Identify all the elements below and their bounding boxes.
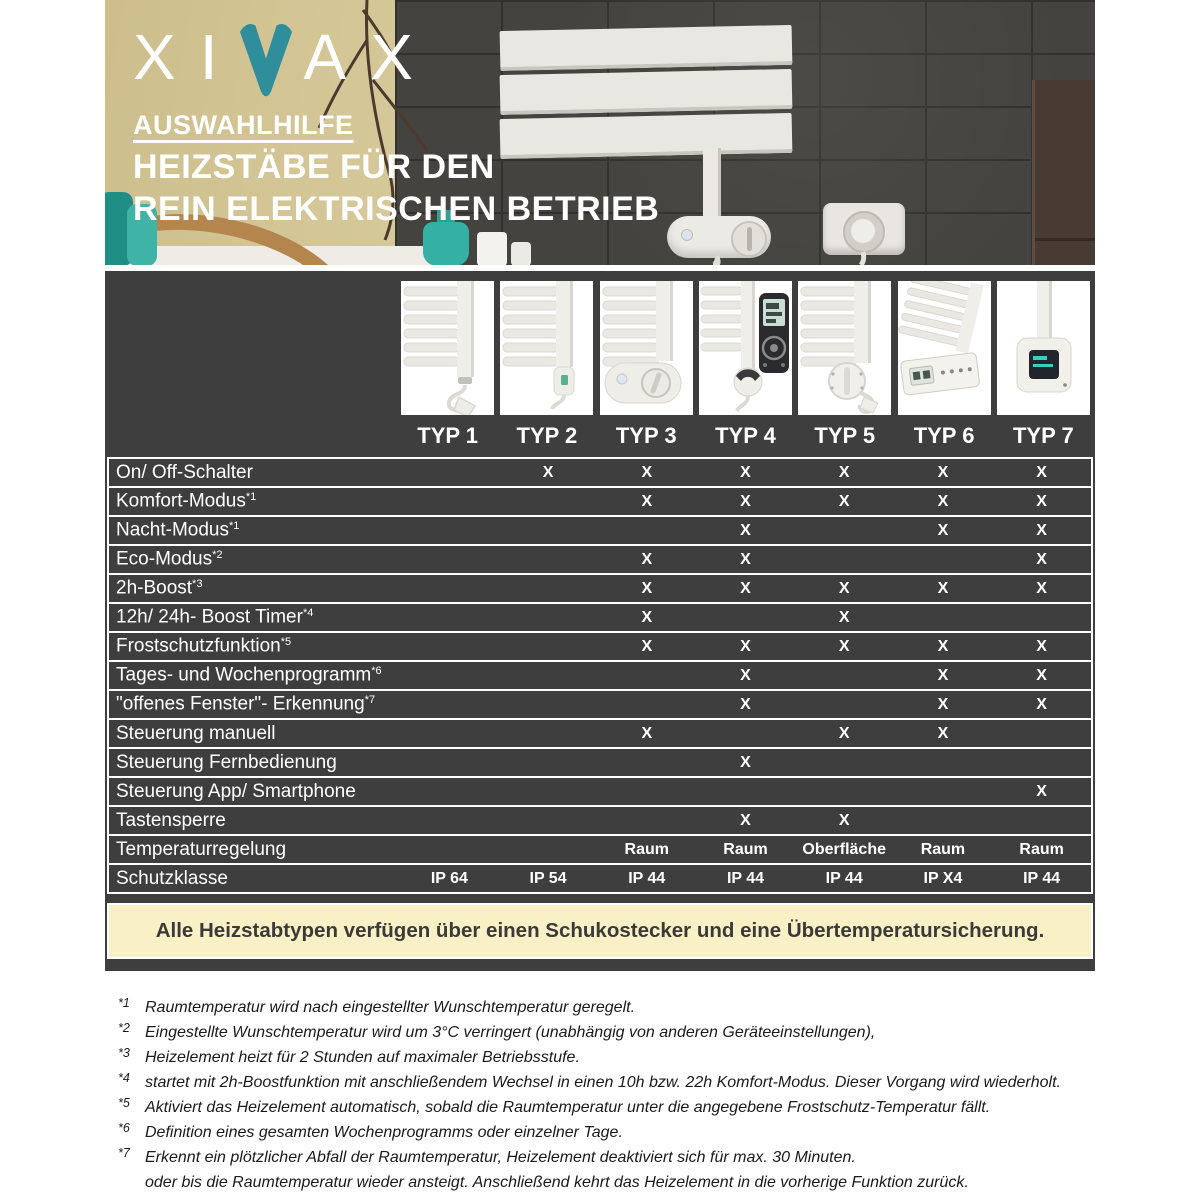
feature-cell: X [740,492,751,510]
feature-cell: X [937,579,949,597]
type-column-header-4: TYP 4 [715,423,776,448]
feature-cell: Raum [920,840,966,858]
footnote-line [118,1071,1095,1092]
feature-label: Steuerung manuell [116,722,276,744]
footnote-text: startet mit 2h-Boostfunktion mit anschließendem Wechsel in einen 10h bzw. 22h Komfort-Modus. Dieser Vorgang wird wiederholt. [145,1074,1061,1091]
feature-cell: Raum [624,840,669,858]
feature-cell: X [641,463,653,481]
feature-cell: X [838,463,850,481]
type-column-header-1: TYP 1 [417,423,479,448]
feature-label: Temperaturregelung [116,838,287,860]
feature-cell: X [1036,782,1047,800]
white-vase [511,242,531,265]
feature-cell: X [542,463,554,481]
feature-cell: X [1036,521,1047,539]
footnote-marker: *3 [118,1046,130,1060]
feature-cell: Oberfläche [802,840,886,858]
feature-label: Steuerung Fernbedienung [116,751,337,773]
feature-row [109,459,1091,488]
feature-row [109,488,1091,517]
feature-cell: X [937,695,949,713]
footnote-line [118,1096,1095,1117]
feature-row [109,633,1091,662]
logo-m-icon [235,18,297,102]
type-column-header-6: TYP 6 [913,423,975,448]
feature-cell: IP 44 [825,869,863,887]
feature-row [109,836,1091,865]
feature-label: Steuerung App/ Smartphone [116,780,356,802]
feature-row [109,575,1091,604]
feature-cell: X [740,753,751,771]
feature-cell: X [937,521,949,539]
note-banner-text: Alle Heizstabtypen verfügen über einen Schukostecker und eine Übertemperatursicherung. [155,919,1045,942]
feature-cell: IP 44 [726,869,765,887]
feature-label: Nacht-Modus$^{*1}$ [116,519,240,541]
product-photo-typ-1 [401,281,494,415]
footnote-line [118,996,1095,1017]
footnote-marker: *6 [118,1121,130,1135]
feature-cell: X [641,579,653,597]
feature-label: On/ Off-Schalter [116,461,253,483]
feature-cell: X [1036,550,1047,568]
footnote-marker: *5 [118,1096,130,1110]
feature-cell: X [740,521,751,539]
feature-row [109,749,1091,778]
footnote-marker: *4 [118,1071,130,1085]
feature-table [107,457,1093,894]
products-row [398,281,1093,415]
hero-banner [105,0,1095,265]
feature-cell: X [740,637,751,655]
feature-row [109,604,1091,633]
feature-cell: IP 64 [430,869,468,887]
feature-cell: X [1036,492,1047,510]
hero-title-line1: HEIZSTÄBE FÜR DEN [133,148,495,186]
feature-cell: X [838,811,850,829]
feature-cell: X [838,579,850,597]
footnote-text: oder bis die Raumtemperatur wieder ansteigt. Anschließend kehrt das Heizelement in die vorherige Funktion zurück. [145,1174,969,1191]
feature-cell: IP X4 [923,869,963,887]
footnote-text: Heizelement heizt für 2 Stunden auf maximaler Betriebsstufe. [145,1049,580,1066]
feature-row [109,807,1091,836]
feature-cell: Raum [723,840,768,858]
feature-row [109,691,1091,720]
feature-row [109,662,1091,691]
feature-cell: X [838,637,850,655]
feature-cell: X [740,463,751,481]
feature-cell: X [937,637,949,655]
footnotes [118,996,1095,1192]
feature-label: Eco-Modus$^{*2}$ [116,548,223,570]
feature-label: "offenes Fenster"- Erkennung$^{*7}$ [116,693,376,715]
type-column-header-3: TYP 3 [615,423,677,448]
feature-cell: X [740,579,751,597]
feature-cell: X [740,695,751,713]
white-vase [477,232,507,265]
feature-cell: X [937,666,949,684]
feature-cell: IP 44 [1023,869,1061,887]
product-photo-typ-3 [600,281,693,415]
footnote-marker [118,1171,145,1189]
logo-text-right: AX [303,21,437,93]
feature-label: Frostschutzfunktion$^{*5}$ [116,635,292,657]
feature-cell: X [1036,579,1047,597]
logo-text-left: XI [133,21,242,93]
feature-cell: IP 54 [529,869,567,887]
feature-cell: X [838,724,850,742]
feature-cell: X [937,492,949,510]
feature-cell: X [1036,637,1047,655]
product-photo-typ-7 [997,281,1090,415]
feature-cell: X [1036,695,1047,713]
feature-label: 12h/ 24h- Boost Timer$^{*4}$ [116,606,314,628]
feature-cell: X [641,550,653,568]
feature-cell: X [641,492,653,510]
feature-cell: X [937,724,949,742]
footnote-line [118,1174,1095,1192]
feature-cell: X [1036,666,1047,684]
ximax-logo [133,12,437,102]
product-photo-typ-5 [798,281,891,415]
feature-label: Tastensperre [116,809,226,831]
feature-label: Schutzklasse [116,867,228,889]
type-column-header-2: TYP 2 [516,423,578,448]
feature-cell: X [1036,463,1047,481]
footnote-text: Erkennt ein plötzlicher Abfall der Raumtemperatur, Heizelement deaktiviert sich für max. 30 Minuten. [145,1149,856,1166]
hero-title-line2: REIN ELEKTRISCHEN BETRIEB [133,190,660,228]
product-photo-typ-4 [699,281,792,415]
feature-cell: IP 44 [628,869,666,887]
hero-subtitle: AUSWAHLHILFE [133,110,354,140]
footnote-marker: *7 [118,1146,130,1160]
feature-row [109,778,1091,807]
feature-cell: X [641,608,653,626]
feature-label: Komfort-Modus$^{*1}$ [116,490,257,512]
feature-cell: X [641,637,653,655]
footnote-text: Eingestellte Wunschtemperatur wird um 3°C verringert (unabhängig von anderen Geräteeinstellungen), [145,1024,876,1041]
feature-cell: X [740,666,751,684]
feature-row [109,720,1091,749]
footnote-line [118,1046,1095,1067]
product-photo-typ-6 [898,281,991,415]
type-column-header-7: TYP 7 [1012,423,1074,448]
footnote-text: Raumtemperatur wird nach eingestellter Wunschtemperatur geregelt. [145,999,636,1016]
feature-label: Tages- und Wochenprogramm$^{*6}$ [116,664,382,686]
footnote-text: Definition eines gesamten Wochenprogramms oder einzelner Tage. [145,1124,623,1141]
feature-row [109,865,1091,892]
feature-cell: X [838,608,850,626]
feature-cell: X [641,724,653,742]
feature-cell: Raum [1019,840,1064,858]
note-banner [107,903,1093,959]
footnote-marker: *1 [118,996,130,1010]
footnote-line [118,1121,1095,1142]
feature-label: 2h-Boost$^{*3}$ [116,577,203,599]
comparison-panel [105,271,1095,971]
type-column-header-5: TYP 5 [814,423,876,448]
footnote-line [118,1146,1095,1167]
feature-cell: X [838,492,850,510]
feature-cell: X [937,463,949,481]
feature-cell: X [740,550,751,568]
product-photo-typ-2 [500,281,593,415]
footnote-line [118,1021,1095,1042]
footnote-marker: *2 [118,1021,130,1035]
feature-row [109,546,1091,575]
footnote-text: Aktiviert das Heizelement automatisch, sobald die Raumtemperatur unter die angegebene Frostschutz-Temperatur fällt. [145,1099,991,1116]
type-labels-row [398,419,1093,453]
feature-cell: X [740,811,751,829]
feature-row [109,517,1091,546]
